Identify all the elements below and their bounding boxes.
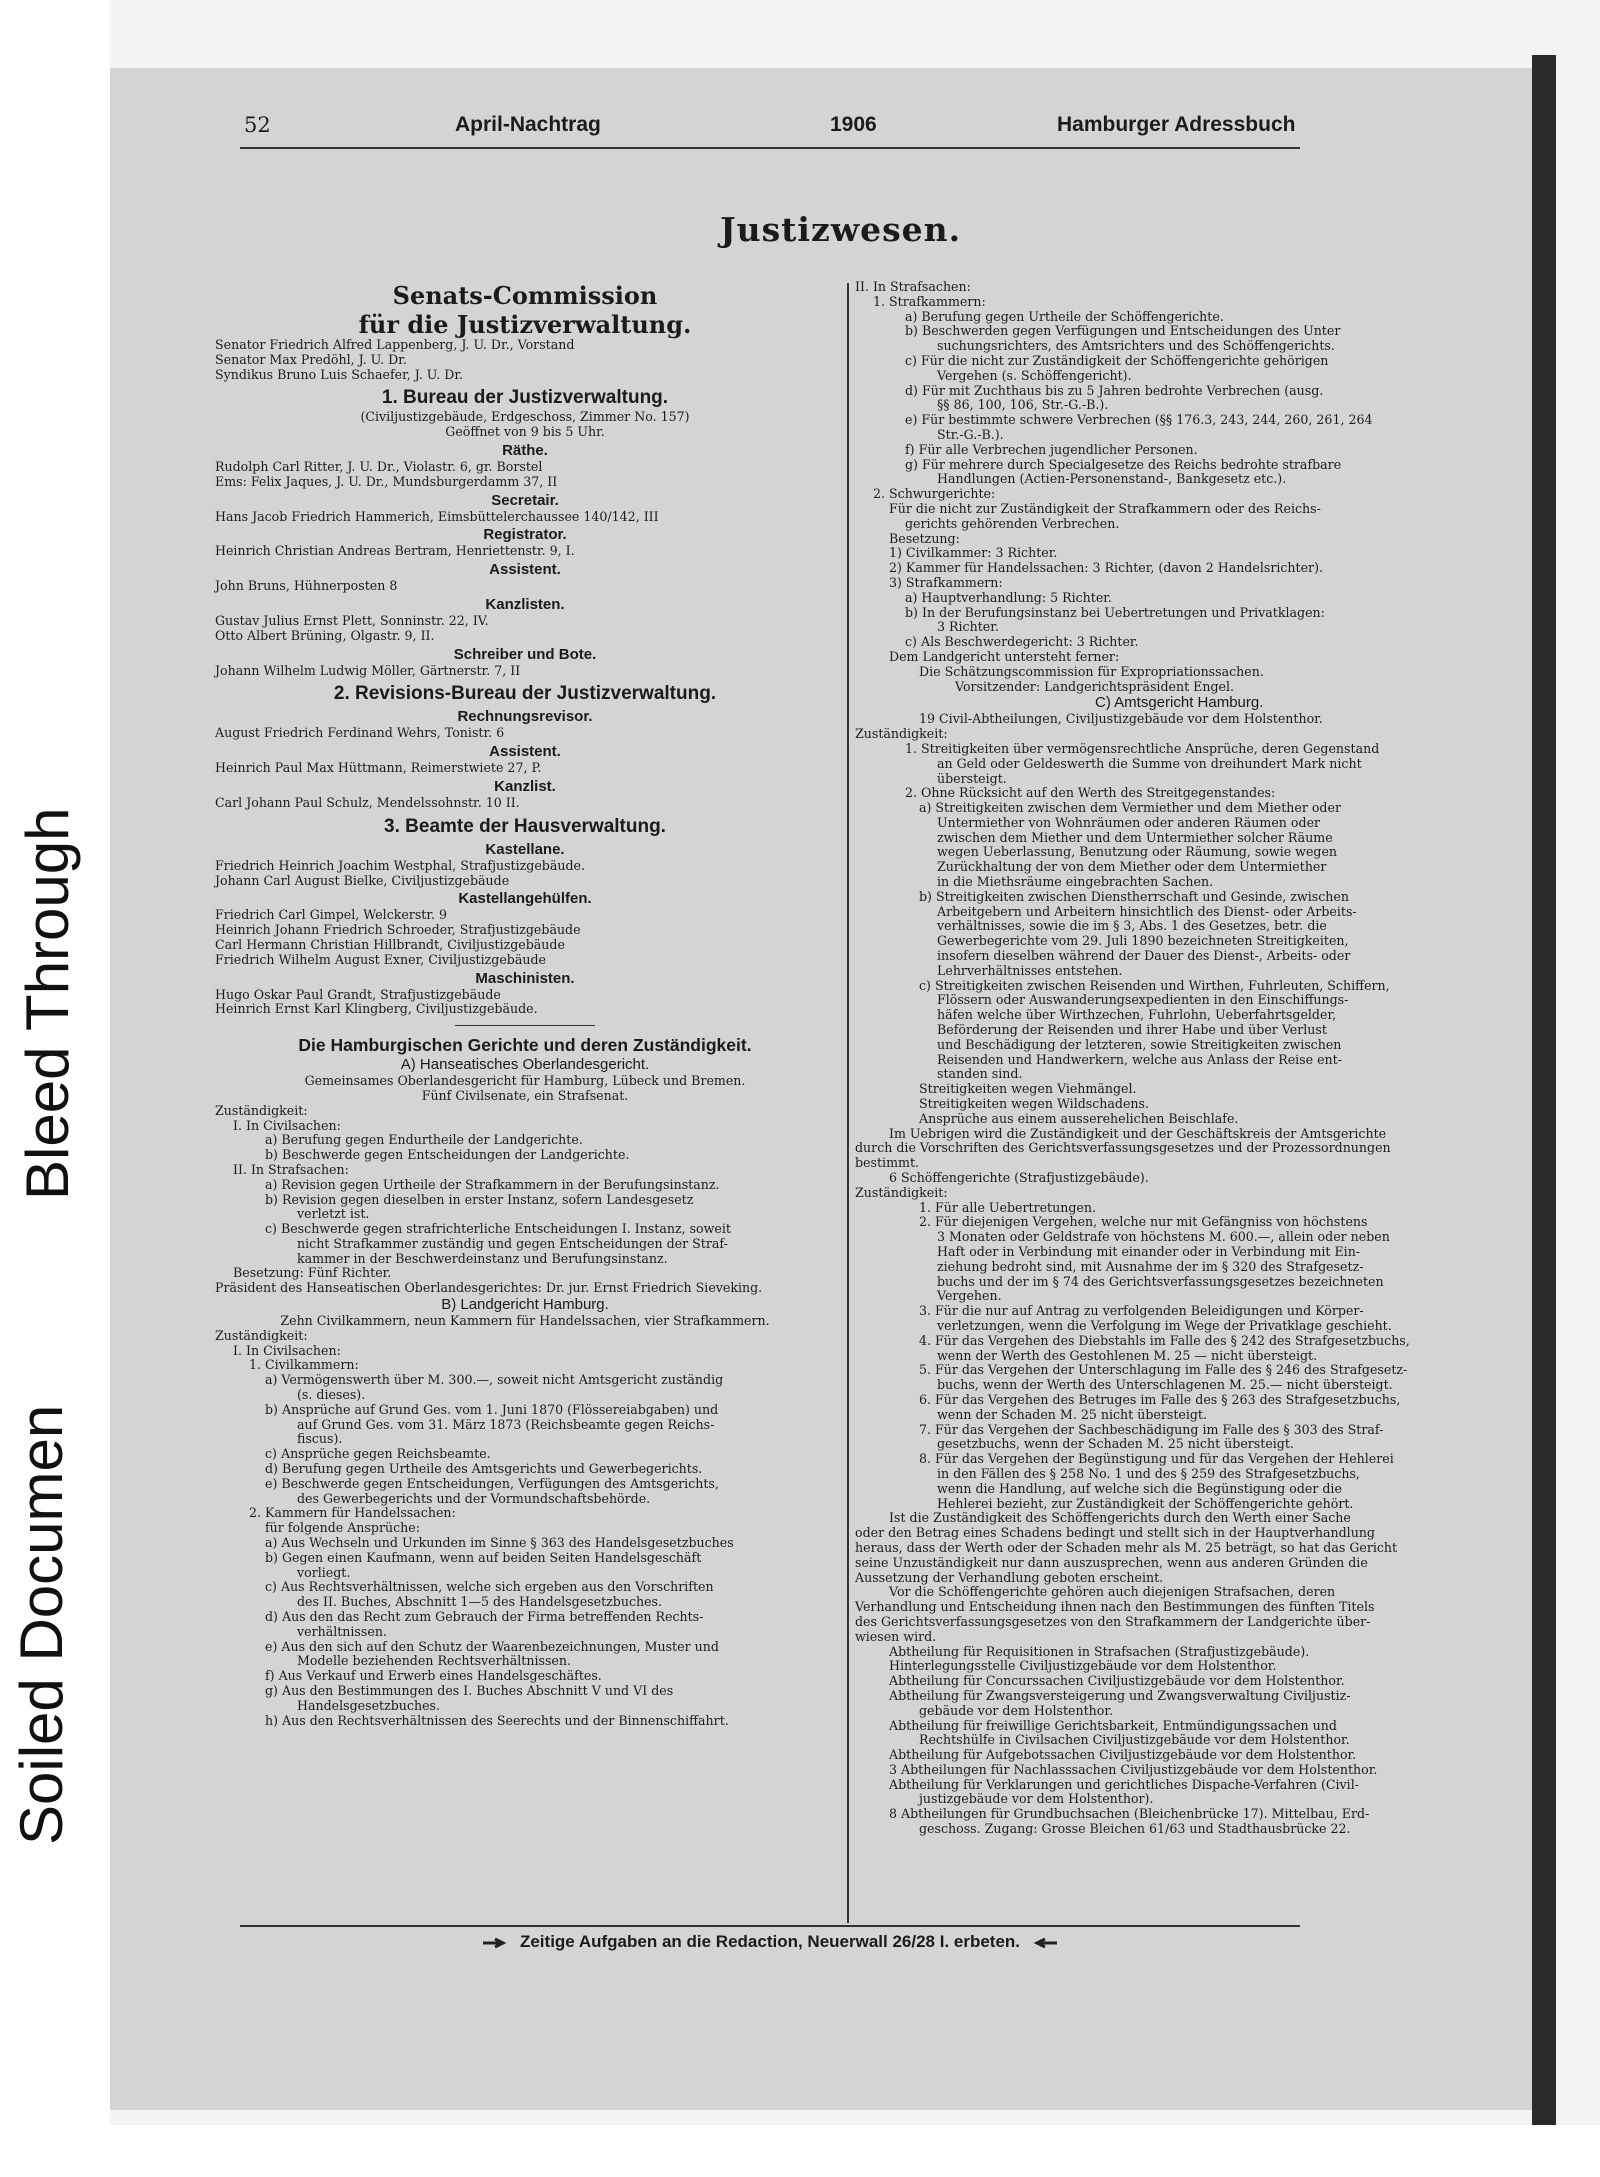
text-line: Zuständigkeit: bbox=[855, 726, 948, 742]
text-line: Aussetzung der Verhandlung geboten erscheint. bbox=[855, 1569, 1164, 1585]
text-line: oder den Betrag eines Schadens bedingt und stellt sich in der Hauptverhandlung bbox=[855, 1525, 1375, 1541]
text-line: gesetzbuchs, wenn der Schaden M. 25 nicht übersteigt. bbox=[937, 1436, 1294, 1452]
side-labels bbox=[0, 0, 110, 2177]
text-line: Arbeitgebern und Arbeitern hinsichtlich des Dienst- oder Arbeits- bbox=[937, 903, 1357, 919]
text-line: geschoss. Zugang: Grosse Bleichen 61/63 und Stadthausbrücke 22. bbox=[919, 1821, 1351, 1837]
text-line: in die Miethsräume eingebrachten Sachen. bbox=[937, 874, 1214, 890]
text-line: Verhandlung und Entscheidung ihnen nach den Bestimmungen des fünften Titels bbox=[855, 1599, 1375, 1615]
footer bbox=[240, 1925, 1300, 1951]
court-info: Gemeinsames Oberlandesgericht für Hamburg, Lübeck und Bremen. bbox=[304, 1073, 746, 1089]
text-line: 8 Abtheilungen für Grundbuchsachen (Bleichenbrücke 17). Mittelbau, Erd- bbox=[889, 1806, 1370, 1822]
entry-line: Otto Albert Brüning, Olgastr. 9, II. bbox=[215, 627, 435, 643]
text-line: buchs, wenn der Werth des Unterschlagenen M. 25.— nicht übersteigt. bbox=[937, 1377, 1393, 1393]
entry-line: Carl Hermann Christian Hillbrandt, Civiljustizgebäude bbox=[215, 936, 565, 952]
section-heading: 3. Beamte der Hausverwaltung. bbox=[384, 815, 666, 837]
text-line: an Geld oder Geldeswerth die Summe von dreihundert Mark nicht bbox=[937, 755, 1362, 771]
text-line: 2. Ohne Rücksicht auf den Werth des Streitgegenstandes: bbox=[905, 785, 1276, 801]
section-heading: 1. Bureau der Justizverwaltung. bbox=[381, 387, 669, 409]
text-line: 6. Für das Vergehen des Betruges im Falle des § 263 des Strafgesetzbuchs, bbox=[919, 1391, 1401, 1407]
text-line: Ist die Zuständigkeit des Schöffengerichts durch den Werth einer Sache bbox=[889, 1510, 1351, 1526]
court-heading: C) Amtsgericht Hamburg. bbox=[1095, 694, 1264, 712]
entry-line: Heinrich Paul Max Hüttmann, Reimerstwiete 27, P. bbox=[215, 760, 542, 776]
text-line: Abtheilung für Aufgebotssachen Civiljustizgebäude vor dem Holstenthor. bbox=[889, 1747, 1357, 1763]
text-line: wenn der Schaden M. 25 nicht übersteigt. bbox=[937, 1406, 1207, 1422]
text-line: Im Uebrigen wird die Zuständigkeit und der Geschäftskreis der Amtsgerichte bbox=[889, 1125, 1387, 1141]
text-line: I. In Civilsachen: bbox=[233, 1117, 341, 1133]
subheading: Kanzlisten. bbox=[485, 595, 565, 613]
footnote-text: Zeitige Aufgaben an die Redaction, Neuerwall 26/28 I. erbeten. bbox=[519, 1932, 1021, 1951]
text-line: häfen welche über Wirthzechen, Fuhrlohn, Ueberfahrtsgelder, bbox=[937, 1007, 1337, 1023]
entry-line: Ems: Felix Jaques, J. U. Dr., Mundsburgerdamm 37, II bbox=[215, 473, 558, 489]
right-column bbox=[855, 280, 1475, 1837]
text-line: übersteigt. bbox=[937, 770, 1007, 786]
text-line: kammer in der Beschwerdeinstanz und Berufungsinstanz. bbox=[297, 1250, 668, 1266]
text-line: heraus, dass der Werth oder der Schaden mehr als M. 25 beträgt, so hat das Gericht bbox=[855, 1539, 1398, 1555]
text-line: g) Für mehrere durch Specialgesetze des Reichs bedrohte strafbare bbox=[905, 456, 1342, 472]
text-line: Zurückhaltung der von dem Miether oder dem Untermiether bbox=[937, 859, 1327, 875]
text-line: a) Streitigkeiten zwischen dem Vermiether und dem Miether oder bbox=[919, 800, 1341, 816]
text-line: des II. Buches, Abschnitt 1—5 des Handelsgesetzbuches. bbox=[297, 1594, 663, 1610]
text-line: c) Streitigkeiten zwischen Reisenden und Wirthen, Fuhrleuten, Schiffern, bbox=[919, 977, 1390, 993]
text-line: g) Aus den Bestimmungen des I. Buches Abschnitt V und VI des bbox=[265, 1683, 674, 1698]
text-line: f) Für alle Verbrechen jugendlicher Personen. bbox=[905, 441, 1198, 457]
text-line: Hinterlegungsstelle Civiljustizgebäude vor dem Holstenthor. bbox=[889, 1658, 1277, 1674]
text-line: Gewerbegerichte vom 29. Juli 1890 bezeichneten Streitigkeiten, bbox=[937, 933, 1349, 949]
text-line: suchungsrichters, des Amtsrichters und des Schöffengerichts. bbox=[937, 338, 1335, 354]
text-line: Handelsgesetzbuches. bbox=[297, 1697, 440, 1713]
text-line: seine Unzuständigkeit nur dann auszusprechen, wenn aus anderen Gründen die bbox=[855, 1554, 1368, 1570]
text-line: a) Berufung gegen Urtheile der Schöffengerichte. bbox=[905, 308, 1224, 324]
text-line: Dem Landgericht untersteht ferner: bbox=[889, 648, 1120, 664]
text-line: c) Für die nicht zur Zuständigkeit der Schöffengerichte gehörigen bbox=[905, 352, 1329, 368]
text-line: zwischen dem Miether und dem Untermiether solcher Räume bbox=[937, 829, 1333, 845]
text-line: e) Für bestimmte schwere Verbrechen (§§ 176.3, 243, 244, 260, 261, 264 bbox=[905, 412, 1373, 428]
text-line: Abtheilung für freiwillige Gerichtsbarkeit, Entmündigungssachen und bbox=[889, 1717, 1337, 1733]
text-line: Handlungen (Actien-Personenstand-, Bankgesetz etc.). bbox=[937, 471, 1287, 487]
text-line: Rechtshülfe in Civilsachen Civiljustizgebäude vor dem Holstenthor. bbox=[919, 1732, 1350, 1748]
text-line: c) Als Beschwerdegericht: 3 Richter. bbox=[905, 634, 1139, 650]
text-line: des Gewerbegerichts und der Vormundschaftsbehörde. bbox=[297, 1490, 651, 1506]
entry-line: Rudolph Carl Ritter, J. U. Dr., Violastr. 6, gr. Borstel bbox=[215, 458, 543, 474]
text-line: 8. Für das Vergehen der Begünstigung und für das Vergehen der Hehlerei bbox=[919, 1451, 1394, 1467]
bureau-info: Geöffnet von 9 bis 5 Uhr. bbox=[445, 424, 605, 440]
text-line: 3 Richter. bbox=[937, 619, 999, 635]
text-line: Streitigkeiten wegen Wildschadens. bbox=[919, 1096, 1150, 1112]
text-line: f) Aus Verkauf und Erwerb eines Handelsgeschäftes. bbox=[265, 1668, 602, 1684]
text-line: Vorsitzender: Landgerichtspräsident Engel. bbox=[955, 678, 1234, 694]
text-line: standen sind. bbox=[937, 1066, 1023, 1082]
text-line: buchs und der im § 74 des Gerichtsverfassungsgesetzes bezeichneten bbox=[937, 1273, 1384, 1289]
supplement-title: April-Nachtrag bbox=[455, 113, 601, 136]
court-body bbox=[215, 1104, 835, 1296]
text-line: vorliegt. bbox=[297, 1564, 351, 1580]
text-line: 1. Strafkammern: bbox=[873, 293, 986, 309]
page-title: Justizwesen. bbox=[720, 210, 962, 249]
pointing-hand-icon bbox=[1025, 1937, 1059, 1949]
text-line: Untermiether von Wohnräumen oder anderen Räumen oder bbox=[937, 814, 1321, 830]
text-line: fiscus). bbox=[297, 1431, 343, 1447]
subheading: Secretair. bbox=[491, 491, 559, 509]
bureau-info: (Civiljustizgebäude, Erdgeschoss, Zimmer No. 157) bbox=[360, 409, 690, 425]
text-line: verhältnissen. bbox=[297, 1623, 387, 1639]
pointing-hand-icon bbox=[481, 1937, 515, 1949]
text-line: wiesen wird. bbox=[855, 1628, 937, 1644]
text-line: Zuständigkeit: bbox=[215, 1327, 308, 1343]
soiled-document-label: Soiled Documen bbox=[8, 1404, 75, 1845]
text-line: justizgebäude vor dem Holstenthor). bbox=[919, 1791, 1154, 1807]
subheading: Maschinisten. bbox=[475, 969, 575, 987]
text-line: Vor die Schöffengerichte gehören auch diejenigen Strafsachen, deren bbox=[889, 1584, 1336, 1600]
courts-heading: Die Hamburgischen Gerichte und deren Zuständigkeit. bbox=[298, 1035, 752, 1056]
text-line: §§ 86, 100, 106, Str.-G.-B.). bbox=[937, 397, 1109, 413]
entry-line: Johann Carl August Bielke, Civiljustizgebäude bbox=[215, 872, 510, 888]
entry-line: Heinrich Christian Andreas Bertram, Henriettenstr. 9, I. bbox=[215, 543, 575, 559]
text-line: d) Für mit Zuchthaus bis zu 5 Jahren bedrohte Verbrechen (ausg. bbox=[905, 382, 1324, 398]
text-line: 7. Für das Vergehen der Sachbeschädigung im Falle des § 303 des Straf- bbox=[919, 1421, 1384, 1437]
text-line: Ansprüche aus einem ausserehelichen Beischlafe. bbox=[919, 1110, 1239, 1126]
entry-line: August Friedrich Ferdinand Wehrs, Tonistr. 6 bbox=[215, 725, 505, 741]
text-line: II. In Strafsachen: bbox=[233, 1161, 349, 1177]
text-line: Lehrverhältnisses entstehen. bbox=[937, 962, 1123, 978]
section-rule bbox=[455, 1025, 595, 1026]
text-line: 6 Schöffengerichte (Strafjustizgebäude). bbox=[889, 1170, 1149, 1186]
text-line: 4. Für das Vergehen des Diebstahls im Falle des § 242 des Strafgesetzbuchs, bbox=[919, 1332, 1410, 1348]
entry-line: Friedrich Heinrich Joachim Westphal, Strafjustizgebäude. bbox=[215, 857, 585, 873]
text-line: d) Berufung gegen Urtheile des Amtsgerichts und Gewerbegerichts. bbox=[265, 1461, 703, 1477]
subheading: Kanzlist. bbox=[494, 777, 556, 795]
text-line: b) In der Berufungsinstanz bei Uebertretungen und Privatklagen: bbox=[905, 604, 1325, 620]
bleed-through-label: Bleed Through bbox=[14, 807, 81, 1200]
entry-line: John Bruns, Hühnerposten 8 bbox=[215, 578, 398, 594]
text-line: Hehlerei bezieht, zur Zuständigkeit der Schöffengerichte gehört. bbox=[937, 1495, 1354, 1511]
subheading: Kastellane. bbox=[485, 840, 565, 858]
text-line: b) Revision gegen dieselben in erster Instanz, sofern Landesgesetz bbox=[265, 1191, 694, 1207]
text-line: in den Fällen des § 258 No. 1 und des § 259 des Strafgesetzbuchs, bbox=[937, 1465, 1360, 1481]
text-line: 3) Strafkammern: bbox=[889, 574, 1003, 590]
text-line: und Beschädigung der letzteren, sowie Streitigkeiten zwischen bbox=[937, 1036, 1342, 1052]
text-line: a) Revision gegen Urtheile der Strafkammern in der Berufungsinstanz. bbox=[265, 1176, 720, 1192]
year: 1906 bbox=[830, 113, 877, 136]
entry-line: Carl Johann Paul Schulz, Mendelssohnstr. 10 II. bbox=[215, 794, 520, 810]
text-line: wenn der Werth des Gestohlenen M. 25 — nicht übersteigt. bbox=[937, 1347, 1318, 1363]
member-line: Senator Friedrich Alfred Lappenberg, J. U. Dr., Vorstand bbox=[215, 337, 575, 352]
text-line: Abtheilung für Requisitionen in Strafsachen (Strafjustizgebäude). bbox=[889, 1643, 1310, 1659]
text-line: 2. Kammern für Handelssachen: bbox=[249, 1505, 456, 1521]
text-line: Abtheilung für Verklarungen und gerichtliches Dispache-Verfahren (Civil- bbox=[889, 1776, 1359, 1792]
page-edge-shadow bbox=[1532, 55, 1556, 2125]
text-line: b) Gegen einen Kaufmann, wenn auf beiden Seiten Handelsgeschäft bbox=[265, 1549, 702, 1565]
court-body bbox=[215, 1329, 835, 1729]
text-line: b) Streitigkeiten zwischen Dienstherrschaft und Gesinde, zwischen bbox=[919, 888, 1349, 904]
text-line: des Gerichtsverfassungsgesetzes von den Strafkammern der Landgerichte über- bbox=[855, 1613, 1371, 1629]
text-line: Abtheilung für Zwangsversteigerung und Zwangsverwaltung Civiljustiz- bbox=[889, 1687, 1351, 1703]
text-line: Streitigkeiten wegen Viehmängel. bbox=[919, 1081, 1137, 1097]
court-body bbox=[855, 727, 1475, 1837]
text-line: b) Beschwerde gegen Entscheidungen der Landgerichte. bbox=[265, 1147, 630, 1163]
text-line: bestimmt. bbox=[855, 1155, 920, 1171]
text-line: h) Aus den Rechtsverhältnissen des Seerechts und der Binnenschiffahrt. bbox=[265, 1712, 729, 1728]
column-divider bbox=[847, 283, 849, 1923]
text-line: Präsident des Hanseatischen Oberlandesgerichtes: Dr. jur. Ernst Friedrich Sieveking. bbox=[215, 1280, 763, 1296]
text-line: c) Beschwerde gegen strafrichterliche Entscheidungen I. Instanz, soweit bbox=[265, 1221, 731, 1237]
text-line: Beförderung der Reisenden und ihrer Habe und über Verlust bbox=[937, 1022, 1327, 1038]
text-line: 2. Schwurgerichte: bbox=[873, 486, 996, 502]
text-line: I. In Civilsachen: bbox=[233, 1342, 341, 1358]
entry-line: Hugo Oskar Paul Grandt, Strafjustizgebäude bbox=[215, 986, 501, 1002]
running-header bbox=[240, 105, 1300, 149]
entry-line: Heinrich Johann Friedrich Schroeder, Strafjustizgebäude bbox=[215, 922, 581, 938]
text-line: Besetzung: bbox=[889, 530, 960, 546]
text-line: verletzungen, wenn die Verfolgung im Wege der Privatklage geschieht. bbox=[937, 1317, 1392, 1333]
entry-line: Gustav Julius Ernst Plett, Sonninstr. 22, IV. bbox=[215, 612, 489, 628]
text-line: a) Berufung gegen Endurtheile der Landgerichte. bbox=[265, 1132, 583, 1148]
text-line: 1. Civilkammern: bbox=[249, 1357, 359, 1373]
text-line: verletzt ist. bbox=[297, 1206, 370, 1222]
court-info: 19 Civil-Abtheilungen, Civiljustizgebäude vor dem Holstenthor. bbox=[919, 711, 1323, 727]
text-line: Zuständigkeit: bbox=[215, 1102, 308, 1118]
footnote bbox=[240, 1932, 1300, 1952]
member-line: Senator Max Predöhl, J. U. Dr. bbox=[215, 351, 407, 367]
text-line: b) Ansprüche auf Grund Ges. vom 1. Juni 1870 (Flössereiabgaben) und bbox=[265, 1401, 719, 1417]
text-line: II. In Strafsachen: bbox=[855, 279, 971, 294]
text-line: c) Aus Rechtsverhältnissen, welche sich ergeben aus den Vorschriften bbox=[265, 1579, 714, 1595]
text-line: 3 Monaten oder Geldstrafe von höchstens M. 600.—, allein oder neben bbox=[937, 1229, 1390, 1245]
text-line: 2. Für diejenigen Vergehen, welche nur mit Gefängniss von höchstens bbox=[919, 1214, 1368, 1230]
court-info: Fünf Civilsenate, ein Strafsenat. bbox=[421, 1087, 629, 1103]
subheading: Assistent. bbox=[489, 743, 561, 761]
book-title: Hamburger Adressbuch bbox=[1057, 113, 1296, 136]
text-line: 1) Civilkammer: 3 Richter. bbox=[889, 545, 1058, 561]
commission-subtitle: für die Justizverwaltung. bbox=[358, 310, 692, 339]
text-line: (s. dieses). bbox=[297, 1387, 366, 1403]
text-line: insofern dieselben während der Dauer des Dienst-, Arbeits- oder bbox=[937, 948, 1351, 964]
text-line: e) Beschwerde gegen Entscheidungen, Verfügungen des Amtsgerichts, bbox=[265, 1475, 719, 1491]
text-line: e) Aus den sich auf den Schutz der Waarenbezeichnungen, Muster und bbox=[265, 1638, 719, 1654]
text-line: Für die nicht zur Zuständigkeit der Strafkammern oder des Reichs- bbox=[889, 500, 1321, 516]
court-body bbox=[855, 280, 1475, 694]
text-line: 1. Streitigkeiten über vermögensrechtliche Ansprüche, deren Gegenstand bbox=[905, 740, 1380, 756]
text-line: Abtheilung für Concurssachen Civiljustizgebäude vor dem Holstenthor. bbox=[889, 1673, 1345, 1689]
text-line: gerichts gehörenden Verbrechen. bbox=[905, 515, 1120, 531]
subheading: Schreiber und Bote. bbox=[453, 645, 597, 663]
text-line: wegen Ueberlassung, Benutzung oder Räumung, sowie wegen bbox=[937, 844, 1338, 860]
scan-bottom-margin bbox=[0, 2125, 1600, 2177]
subheading: Räthe. bbox=[502, 441, 548, 459]
text-line: für folgende Ansprüche: bbox=[265, 1520, 420, 1536]
subheading: Assistent. bbox=[489, 561, 561, 579]
text-line: 3. Für die nur auf Antrag zu verfolgenden Beleidigungen und Körper- bbox=[919, 1303, 1364, 1319]
left-column bbox=[215, 280, 835, 1728]
entry-line: Heinrich Ernst Karl Klingberg, Civiljustizgebäude. bbox=[215, 1001, 538, 1017]
text-line: Vergehen. bbox=[937, 1288, 1002, 1304]
text-line: durch die Vorschriften des Gerichtsverfassungsgesetzes und der Prozessordnungen bbox=[855, 1140, 1391, 1156]
text-line: auf Grund Ges. vom 31. März 1873 (Reichsbeamte gegen Reichs- bbox=[297, 1416, 715, 1432]
page-number: 52 bbox=[244, 113, 271, 137]
commission-title: Senats-Commission bbox=[392, 281, 658, 310]
text-line: 1. Für alle Uebertretungen. bbox=[919, 1199, 1096, 1215]
text-line: a) Hauptverhandlung: 5 Richter. bbox=[905, 589, 1112, 605]
subheading: Kastellangehülfen. bbox=[458, 890, 592, 908]
text-line: Flössern oder Auswanderungsexpedienten in den Einschiffungs- bbox=[937, 992, 1349, 1008]
text-line: 2) Kammer für Handelssachen: 3 Richter, (davon 2 Handelsrichter). bbox=[889, 560, 1323, 576]
subheading: Registrator. bbox=[483, 526, 567, 544]
text-line: 5. Für das Vergehen der Unterschlagung im Falle des § 246 des Strafgesetz- bbox=[919, 1362, 1408, 1378]
text-line: d) Aus den das Recht zum Gebrauch der Firma betreffenden Rechts- bbox=[265, 1609, 704, 1625]
text-line: a) Vermögenswerth über M. 300.—, soweit nicht Amtsgericht zuständig bbox=[265, 1372, 724, 1388]
text-line: nicht Strafkammer zuständig und gegen Entscheidungen der Straf- bbox=[297, 1235, 728, 1251]
section-heading: 2. Revisions-Bureau der Justizverwaltung. bbox=[333, 683, 717, 705]
entry-line: Hans Jacob Friedrich Hammerich, Eimsbüttelerchaussee 140/142, III bbox=[215, 508, 659, 524]
text-line: a) Aus Wechseln und Urkunden im Sinne § 363 des Handelsgesetzbuches bbox=[265, 1535, 734, 1551]
text-line: Die Schätzungscommission für Expropriationssachen. bbox=[919, 663, 1264, 679]
subheading: Rechnungsrevisor. bbox=[457, 708, 593, 726]
text-line: wenn die Handlung, auf welche sich die Begünstigung oder die bbox=[937, 1480, 1342, 1496]
text-line: Zuständigkeit: bbox=[855, 1184, 948, 1200]
text-line: Vergehen (s. Schöffengericht). bbox=[937, 367, 1132, 383]
text-line: Modelle beziehenden Rechtsverhältnissen. bbox=[297, 1653, 571, 1669]
text-line: c) Ansprüche gegen Reichsbeamte. bbox=[265, 1446, 491, 1462]
entry-line: Johann Wilhelm Ludwig Möller, Gärtnerstr. 7, II bbox=[215, 662, 521, 678]
entry-line: Friedrich Carl Gimpel, Welckerstr. 9 bbox=[215, 907, 448, 923]
member-line: Syndikus Bruno Luis Schaefer, J. U. Dr. bbox=[215, 366, 463, 382]
court-info: Zehn Civilkammern, neun Kammern für Handelssachen, vier Strafkammern. bbox=[280, 1313, 770, 1329]
text-line: Str.-G.-B.). bbox=[937, 426, 1004, 442]
text-line: Haft oder in Verbindung mit einander oder in Verbindung mit Ein- bbox=[937, 1244, 1361, 1259]
entry-line: Friedrich Wilhelm August Exner, Civiljustizgebäude bbox=[215, 951, 546, 967]
text-line: ziehung bedroht sind, mit Ausnahme der im § 320 des Strafgesetz- bbox=[937, 1258, 1364, 1274]
court-heading: A) Hanseatisches Oberlandesgericht. bbox=[400, 1056, 650, 1074]
text-line: Besetzung: Fünf Richter. bbox=[233, 1265, 392, 1281]
text-line: gebäude vor dem Holstenthor. bbox=[919, 1702, 1113, 1718]
text-line: b) Beschwerden gegen Verfügungen und Entscheidungen des Unter bbox=[905, 323, 1341, 339]
court-heading: B) Landgericht Hamburg. bbox=[441, 1296, 609, 1314]
text-line: 3 Abtheilungen für Nachlasssachen Civiljustizgebäude vor dem Holstenthor. bbox=[889, 1761, 1378, 1777]
text-line: Reisenden und Handwerkern, welche aus Anlass der Reise ent- bbox=[937, 1051, 1342, 1067]
text-line: verhältnisses, sowie die im § 3, Abs. 1 des Gesetzes, betr. die bbox=[937, 918, 1327, 934]
